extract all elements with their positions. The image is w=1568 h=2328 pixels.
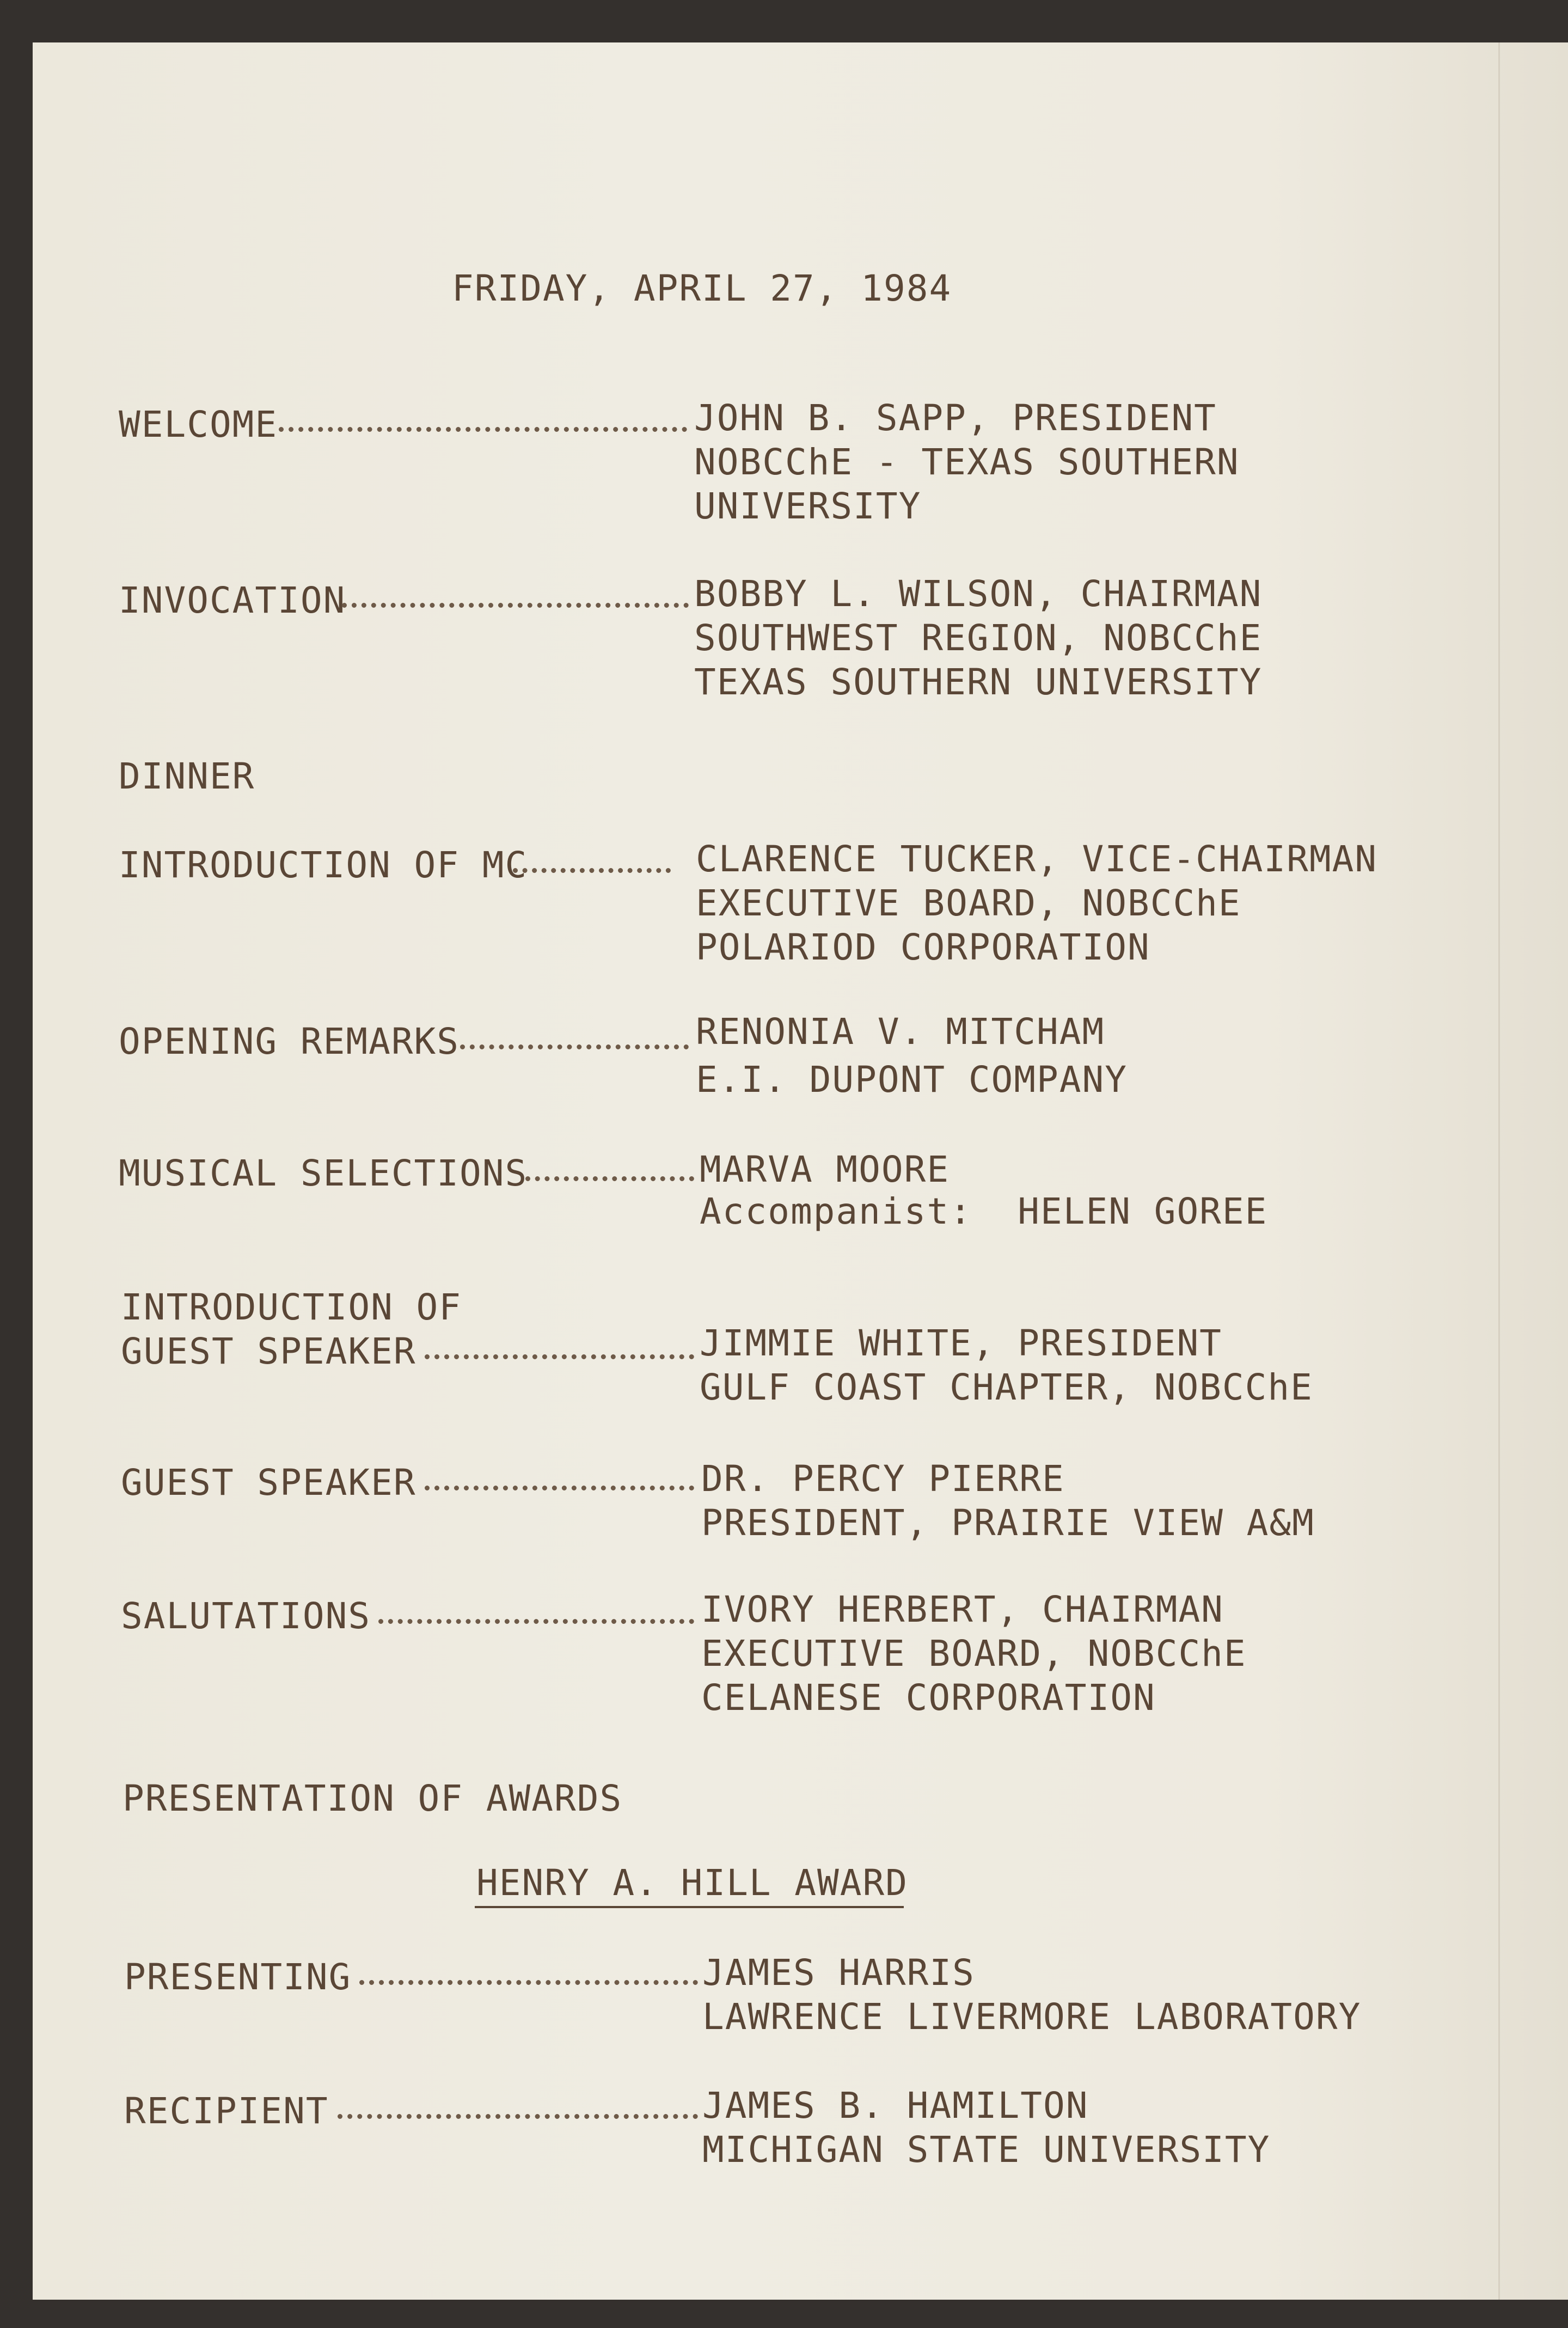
recipient-label: RECIPIENT — [124, 2090, 329, 2132]
intro-speaker-name: JIMMIE WHITE, PRESIDENT — [700, 1322, 1222, 1364]
invocation-leader — [342, 603, 689, 608]
invocation-region: SOUTHWEST REGION, NOBCChE — [694, 617, 1263, 659]
dinner-label: DINNER — [119, 755, 255, 797]
presenting-name: JAMES HARRIS — [702, 1952, 975, 1994]
page-fold — [1498, 42, 1500, 2300]
recipient-leader — [338, 2114, 698, 2119]
salutations-name: IVORY HERBERT, CHAIRMAN — [701, 1588, 1224, 1630]
guest-speaker-title: PRESIDENT, PRAIRIE VIEW A&M — [701, 1502, 1315, 1544]
invocation-label: INVOCATION — [119, 579, 346, 621]
musical-accompanist: Accompanist: HELEN GOREE — [700, 1190, 1268, 1232]
opening-remarks-name: RENONIA V. MITCHAM — [696, 1011, 1105, 1053]
welcome-name: JOHN B. SAPP, PRESIDENT — [694, 397, 1217, 439]
award-heading: HENRY A. HILL AWARD — [476, 1862, 908, 1904]
musical-label: MUSICAL SELECTIONS — [119, 1152, 528, 1194]
awards-label: PRESENTATION OF AWARDS — [122, 1777, 623, 1819]
intro-mc-org: POLARIOD CORPORATION — [696, 926, 1150, 968]
welcome-org-2: UNIVERSITY — [694, 485, 922, 527]
recipient-name: JAMES B. HAMILTON — [702, 2085, 1089, 2127]
presenting-label: PRESENTING — [124, 1956, 352, 1998]
intro-speaker-leader — [425, 1354, 694, 1359]
intro-speaker-label-2: GUEST SPEAKER — [121, 1330, 416, 1372]
welcome-label: WELCOME — [119, 404, 278, 445]
award-heading-underline — [475, 1906, 904, 1908]
recipient-org: MICHIGAN STATE UNIVERSITY — [702, 2129, 1271, 2171]
intro-mc-board: EXECUTIVE BOARD, NOBCChE — [696, 882, 1241, 924]
invocation-org: TEXAS SOUTHERN UNIVERSITY — [694, 661, 1263, 703]
opening-remarks-leader — [460, 1044, 689, 1049]
intro-speaker-org: GULF COAST CHAPTER, NOBCChE — [700, 1366, 1313, 1408]
salutations-board: EXECUTIVE BOARD, NOBCChE — [701, 1633, 1247, 1675]
presenting-leader — [359, 1980, 698, 1985]
intro-mc-leader — [513, 868, 671, 873]
guest-speaker-name: DR. PERCY PIERRE — [701, 1458, 1065, 1500]
musical-leader — [525, 1176, 694, 1181]
guest-speaker-leader — [425, 1486, 694, 1490]
salutations-label: SALUTATIONS — [121, 1595, 371, 1637]
opening-remarks-label: OPENING REMARKS — [119, 1021, 460, 1062]
intro-mc-name: CLARENCE TUCKER, VICE-CHAIRMAN — [696, 838, 1378, 880]
intro-mc-label: INTRODUCTION OF MC — [119, 844, 528, 886]
salutations-leader — [378, 1619, 694, 1624]
date-heading: FRIDAY, APRIL 27, 1984 — [452, 267, 952, 309]
musical-name: MARVA MOORE — [700, 1148, 950, 1190]
salutations-org: CELANESE CORPORATION — [701, 1677, 1156, 1719]
invocation-name: BOBBY L. WILSON, CHAIRMAN — [694, 573, 1263, 615]
intro-speaker-label: INTRODUCTION OF — [121, 1286, 462, 1328]
guest-speaker-label: GUEST SPEAKER — [121, 1462, 416, 1504]
welcome-leader — [279, 427, 687, 432]
welcome-org: NOBCChE - TEXAS SOUTHERN — [694, 441, 1240, 483]
presenting-org: LAWRENCE LIVERMORE LABORATORY — [702, 1996, 1362, 2038]
opening-remarks-org: E.I. DUPONT COMPANY — [696, 1059, 1128, 1101]
